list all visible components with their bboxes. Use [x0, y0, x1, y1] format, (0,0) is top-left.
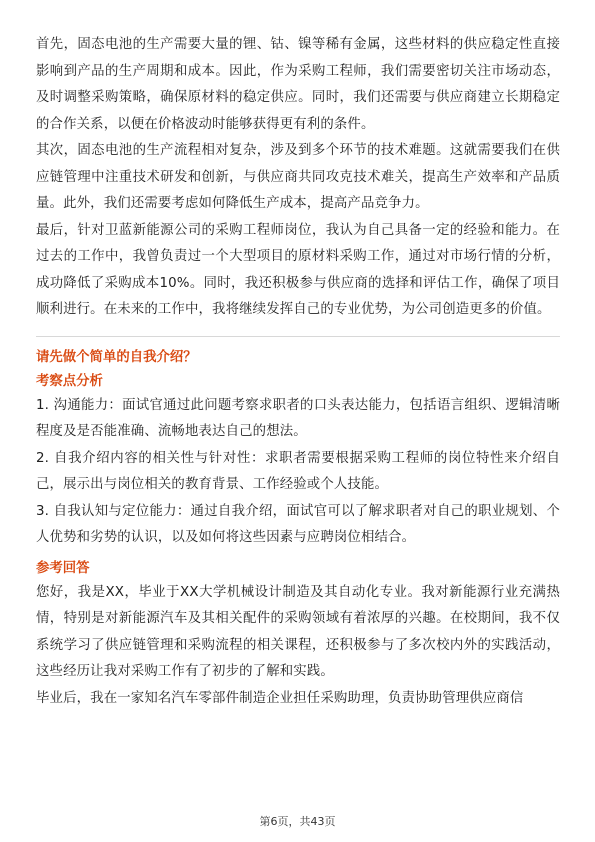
answer-heading: 参考回答 — [36, 560, 90, 576]
paragraph-last: 最后，针对卫蓝新能源公司的采购工程师岗位，我认为自己具备一定的经验和能力。在过去的工作中，我曾负责过一个大型项目的原材料采购工作，通过对市场行情的分析，成功降低了采购成本10%。同时，我还积极参与供应商的选择和评估工作，确保了项目顺利进行。在未来的工作中，我将继续发挥自己的专业优势，为公司创造更多的价值。 — [36, 222, 560, 317]
analysis-item: 3. 自我认知与定位能力：通过自我介绍，面试官可以了解求职者对自己的职业规划、个人优势和劣势的认识，以及如何将这些因素与应聘岗位相结合。 — [36, 503, 560, 545]
analysis-item: 2. 自我介绍内容的相关性与针对性：求职者需要根据采购工程师的岗位特性来介绍自己，展示出与岗位相关的教育背景、工作经验或个人技能。 — [36, 450, 560, 492]
paragraph-second: 其次，固态电池的生产流程相对复杂，涉及到多个环节的技术难题。这就需要我们在供应链管理中注重技术研发和创新，与供应商共同攻克技术难关，提高生产效率和产品质量。此外，我们还需要考虑如何降低生产成本，提高产品竞争力。 — [36, 143, 560, 211]
analysis-heading: 考察点分析 — [36, 373, 103, 389]
answer-paragraph: 毕业后，我在一家知名汽车零部件制造企业担任采购助理，负责协助管理供应商信 — [36, 690, 524, 706]
answer-paragraph: 您好，我是XX，毕业于XX大学机械设计制造及其自动化专业。我对新能源行业充满热情，特别是对新能源汽车及其相关配件的采购领域有着浓厚的兴趣。在校期间，我不仅系统学习了供应链管理和采购流程的相关课程，还积极参与了多次校内外的实践活动，这些经历让我对采购工作有了初步的了解和实践。 — [36, 584, 560, 679]
analysis-item: 1. 沟通能力：面试官通过此问题考察求职者的口头表达能力，包括语言组织、逻辑清晰程度及是否能准确、流畅地表达自己的想法。 — [36, 397, 560, 439]
question-title: 请先做个简单的自我介绍？ — [36, 349, 197, 365]
page-content — [36, 32, 560, 712]
page-number-footer: 第6页，共43页 — [259, 815, 336, 828]
section-divider — [36, 336, 560, 337]
paragraph-first: 首先，固态电池的生产需要大量的锂、钴、镍等稀有金属，这些材料的供应稳定性直接影响到产品的生产周期和成本。因此，作为采购工程师，我们需要密切关注市场动态，及时调整采购策略，确保原材料的稳定供应。同时，我们还需要与供应商建立长期稳定的合作关系，以便在价格波动时能够获得更有利的条件。 — [36, 37, 560, 132]
